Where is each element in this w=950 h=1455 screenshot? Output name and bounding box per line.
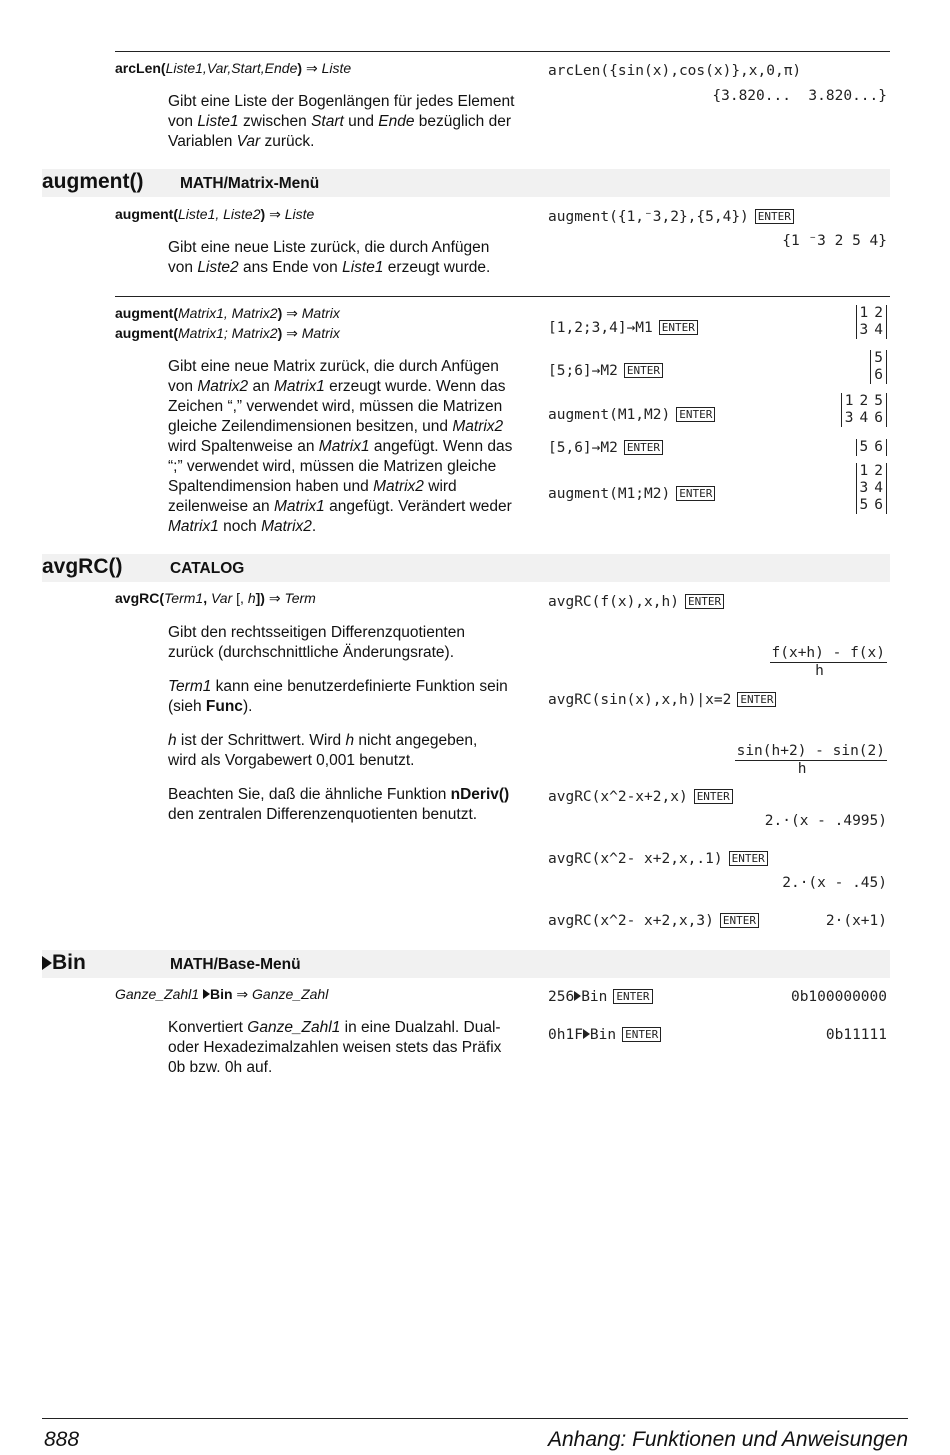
enter-key: ENTER (685, 594, 724, 609)
enter-key: ENTER (624, 363, 663, 378)
avgrc-heading: avgRC() (42, 555, 123, 578)
augment-matrix-example-input-4: [5,6]→M2 ENTER (548, 440, 663, 456)
avgrc-example-output-4: 2.·(x - .45) (782, 875, 887, 891)
augment-matrix-result-5: 1 2 3 4 5 6 (856, 463, 887, 514)
enter-key: ENTER (755, 209, 794, 224)
enter-key: ENTER (694, 789, 733, 804)
page-number: 888 (44, 1428, 80, 1451)
avgrc-example-input-1: avgRC(f(x),x,h) ENTER (548, 594, 724, 610)
augment-matrix-example-input-5: augment(M1;M2) ENTER (548, 486, 715, 502)
arclen-description: Gibt eine Liste der Bogenlängen für jedes Element von Liste1 zwischen Start und Ende bezüglich der Variablen Var zurück. (168, 93, 515, 150)
footer-rule (42, 1418, 908, 1419)
avgrc-example-output-2: $\frac{\sin(h+2) - \sin(2)}{h}$ (736, 743, 885, 777)
augment-matrix-rule (115, 296, 890, 297)
augment-matrix-description: Gibt eine neue Matrix zurück, die durch Anfügen von Matrix2 an Matrix1 erzeugt wurde. Wenn das Zeichen “,” verwendet wird, müssen die Matrizen gleiche Zeilendimensionen besitzen, und Matrix2 wird Spaltenweise an Matrix1 angefügt. Wenn das “;” verwendet wird, müssen die Matrizen gleiche Spaltendimension haben und Matrix2 wird zeilenweise an Matrix1 angefügt. Verändert weder Matrix1 noch Matrix2. (168, 358, 513, 535)
bin-example-input-1: 256 Bin ENTER (548, 989, 653, 1005)
bin-example-output-1: 0b100000000 (790, 989, 887, 1005)
enter-key: ENTER (737, 692, 776, 707)
top-rule (115, 51, 890, 52)
bin-menu: MATH/Base-Menü (170, 956, 301, 973)
enter-key: ENTER (622, 1027, 661, 1042)
enter-key: ENTER (720, 913, 759, 928)
enter-key: ENTER (659, 320, 698, 335)
triangle-right-icon (583, 1029, 590, 1039)
augment-list-description: Gibt eine neue Liste zurück, die durch Anfügen von Liste2 ans Ende von Liste1 erzeugt wurde. (168, 239, 491, 276)
augment-matrix-signature-1: augment(Matrix1, Matrix2) ⇒ Matrix (115, 305, 340, 321)
avgrc-menu: CATALOG (170, 560, 245, 577)
enter-key: ENTER (729, 851, 768, 866)
bin-example-output-2: 0b11111 (825, 1027, 887, 1043)
enter-key: ENTER (676, 486, 715, 501)
bin-heading: Bin (42, 951, 86, 975)
augment-matrix-result-3: 1 2 5 3 4 6 (841, 393, 887, 427)
avgrc-description-4: Beachten Sie, daß die ähnliche Funktion nDeriv() den zentralen Differenzenquotienten benutzt. (168, 786, 510, 823)
enter-key: ENTER (624, 440, 663, 455)
augment-list-signature: augment(Liste1, Liste2) ⇒ Liste (115, 206, 315, 222)
augment-matrix-signature-2: augment(Matrix1; Matrix2) ⇒ Matrix (115, 325, 340, 341)
augment-matrix-result-4: 5 6 (856, 439, 887, 456)
augment-matrix-result-1: 1 2 3 4 (856, 305, 887, 339)
augment-matrix-result-2: 5 6 (870, 350, 887, 384)
avgrc-example-input-3: avgRC(x^2-x+2,x) ENTER (548, 789, 733, 805)
avgrc-description-1: Gibt den rechtsseitigen Differenzquotienten zurück (durchschnittliche Änderungsrate). (168, 624, 465, 661)
enter-key: ENTER (613, 989, 652, 1004)
augment-matrix-example-input-1: [1,2;3,4]→M1 ENTER (548, 320, 698, 336)
bin-example-input-2: 0h1F Bin ENTER (548, 1027, 661, 1043)
avgrc-example-input-2: avgRC(sin(x),x,h)|x=2 ENTER (548, 692, 776, 708)
avgrc-example-output-3: 2.·(x - .4995) (764, 813, 887, 829)
triangle-right-icon (203, 989, 210, 999)
augment-header-bar (42, 169, 890, 197)
augment-matrix-example-input-3: augment(M1,M2) ENTER (548, 407, 715, 423)
augment-list-example-output: {1 ⁻3 2 5 4} (782, 233, 887, 249)
triangle-right-icon (42, 956, 52, 970)
footer-title: Anhang: Funktionen und Anweisungen (548, 1428, 908, 1451)
avgrc-example-input-5: avgRC(x^2- x+2,x,3) ENTER (548, 913, 759, 929)
avgrc-description-3: h ist der Schrittwert. Wird h nicht angegeben, wird als Vorgabewert 0,001 benutzt. (168, 732, 478, 769)
augment-matrix-example-input-2: [5;6]→M2 ENTER (548, 363, 663, 379)
augment-menu: MATH/Matrix-Menü (180, 175, 320, 192)
bin-signature: Ganze_Zahl1 Bin ⇒ Ganze_Zahl (115, 986, 329, 1002)
arclen-example-output: {3.820... 3.820...} (712, 88, 887, 104)
avgrc-description-2: Term1 kann eine benutzerdefinierte Funktion sein (sieh Func). (168, 678, 508, 715)
arclen-signature: arcLen(Liste1,Var,Start,Ende) ⇒ Liste (115, 60, 352, 76)
avgrc-example-output-1: $\frac{f(x+h) - f(x)}{h}$ (771, 645, 885, 679)
avgrc-signature: avgRC(Term1, Var [, h]) ⇒ Term (115, 590, 316, 606)
bin-description: Konvertiert Ganze_Zahl1 in eine Dualzahl. Dual- oder Hexadezimalzahlen weisen stets das Präfix 0b bzw. 0h auf. (168, 1019, 502, 1076)
enter-key: ENTER (676, 407, 715, 422)
avgrc-example-output-5: 2·(x+1) (825, 913, 887, 929)
augment-heading: augment() (42, 170, 144, 193)
augment-list-example-input: augment({1,⁻3,2},{5,4}) ENTER (548, 209, 794, 225)
avgrc-example-input-4: avgRC(x^2- x+2,x,.1) ENTER (548, 851, 768, 867)
arclen-example-input: arcLen({sin(x),cos(x)},x,0,π) (548, 63, 802, 79)
